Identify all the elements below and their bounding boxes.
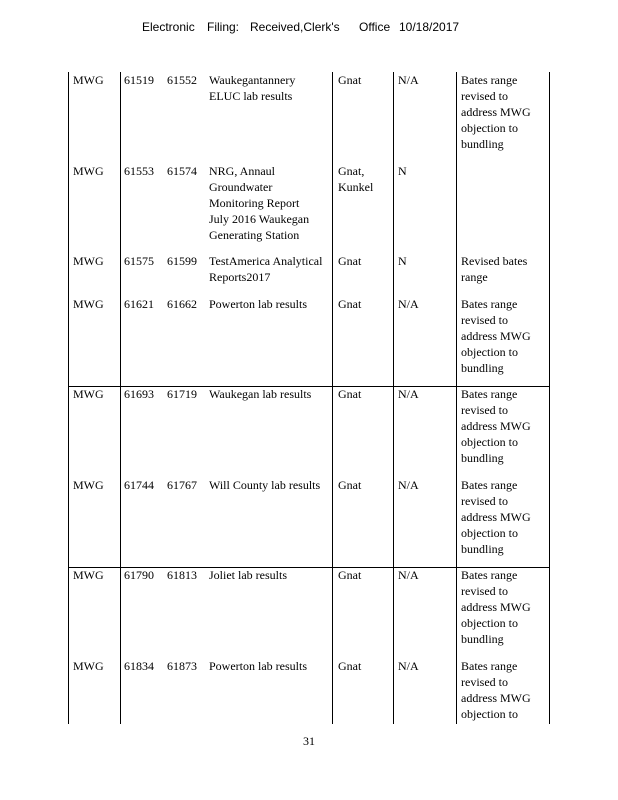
cell-confidential: N/A — [398, 297, 419, 311]
header-received: Received,Clerk's — [250, 20, 340, 34]
cell-party: MWG — [73, 387, 104, 401]
cell-description: Waukegantannery ELUC lab results — [209, 73, 296, 103]
cell-description: NRG, Annaul Groundwater Monitoring Report July 2016 Waukegan Generating Station — [209, 164, 310, 242]
cell-bates-start: 61693 — [124, 387, 154, 401]
table-right-border — [549, 72, 550, 724]
cell-notes: Bates range revised to address MWG objection to bundling — [461, 387, 531, 465]
cell-witness: Gnat — [338, 387, 362, 401]
cell-witness: Gnat — [338, 478, 362, 492]
cell-confidential: N/A — [398, 73, 419, 87]
cell-bates-start: 61519 — [124, 73, 154, 87]
cell-bates-start: 61575 — [124, 254, 154, 268]
cell-confidential: N — [398, 254, 407, 268]
cell-witness: Gnat — [338, 659, 362, 673]
cell-witness: Gnat, Kunkel — [338, 164, 374, 194]
cell-bates-end: 61873 — [167, 659, 197, 673]
cell-confidential: N — [398, 164, 407, 178]
cell-witness: Gnat — [338, 73, 362, 87]
cell-description: Powerton lab results — [209, 659, 307, 673]
cell-notes: Bates range revised to address MWG objection to — [461, 659, 531, 721]
cell-bates-end: 61552 — [167, 73, 197, 87]
header-office: Office — [359, 20, 391, 34]
cell-party: MWG — [73, 73, 104, 87]
cell-party: MWG — [73, 164, 104, 178]
cell-notes: Bates range revised to address MWG objection to bundling — [461, 568, 531, 646]
cell-party: MWG — [73, 568, 104, 582]
cell-description: Joliet lab results — [209, 568, 287, 582]
cell-bates-end: 61662 — [167, 297, 197, 311]
cell-description: Powerton lab results — [209, 297, 307, 311]
cell-bates-start: 61790 — [124, 568, 154, 582]
header-filing: Filing: — [207, 20, 240, 34]
cell-party: MWG — [73, 297, 104, 311]
cell-witness: Gnat — [338, 297, 362, 311]
cell-witness: Gnat — [338, 254, 362, 268]
cell-bates-start: 61834 — [124, 659, 154, 673]
cell-party: MWG — [73, 659, 104, 673]
cell-bates-end: 61813 — [167, 568, 197, 582]
cell-party: MWG — [73, 478, 104, 492]
cell-description: Waukegan lab results — [209, 387, 312, 401]
cell-witness: Gnat — [338, 568, 362, 582]
cell-confidential: N/A — [398, 659, 419, 673]
cell-confidential: N/A — [398, 568, 419, 582]
header-electronic: Electronic — [142, 20, 195, 34]
cell-bates-end: 61767 — [167, 478, 197, 492]
cell-notes: Bates range revised to address MWG objection to bundling — [461, 297, 531, 375]
exhibit-table — [68, 72, 550, 724]
cell-description: TestAmerica Analytical Reports2017 — [209, 254, 323, 284]
cell-bates-end: 61574 — [167, 164, 197, 178]
cell-notes: Revised bates range — [461, 254, 528, 284]
cell-party: MWG — [73, 254, 104, 268]
filing-stamp-header — [0, 20, 618, 38]
cell-bates-start: 61553 — [124, 164, 154, 178]
header-date: 10/18/2017 — [399, 20, 460, 34]
cell-bates-end: 61719 — [167, 387, 197, 401]
table-left-border — [68, 72, 69, 724]
cell-bates-end: 61599 — [167, 254, 197, 268]
cell-bates-start: 61744 — [124, 478, 154, 492]
column-divider-party — [120, 72, 121, 724]
cell-description: Will County lab results — [209, 478, 321, 492]
cell-confidential: N/A — [398, 387, 419, 401]
cell-notes: Bates range revised to address MWG objection to bundling — [461, 73, 531, 151]
column-divider-conf — [456, 72, 457, 724]
cell-notes: Bates range revised to address MWG objection to bundling — [461, 478, 531, 556]
cell-bates-start: 61621 — [124, 297, 154, 311]
page-number: 31 — [303, 734, 315, 748]
cell-confidential: N/A — [398, 478, 419, 492]
